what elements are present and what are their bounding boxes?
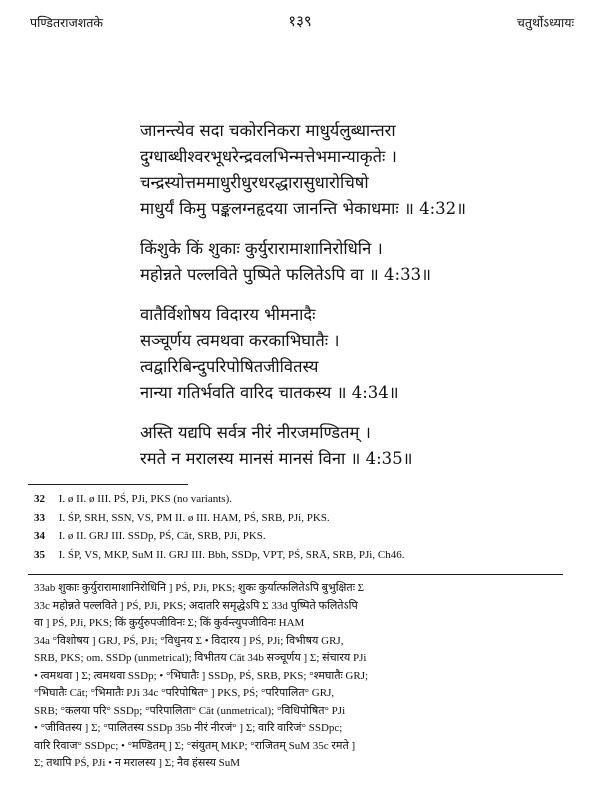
verse-4-35 [140,420,560,472]
verse-line: जानन्त्येव सदा चकोरनिकरा माधुर्यलुब्धान्तरा [140,121,396,140]
apparatus-line: 33ab शुकाः कुर्युरारामाशानिरोधिनि ] PŚ, PJi, PKS; शुकः कुर्यात्फलितेऽपि बुभुक्षितः Σ [34,582,365,594]
note-number: 32 [34,493,45,505]
verse-line: रमते न मरालस्य मानसं मानसं विना ॥ 4:35॥ [140,449,413,468]
note-number: 33 [34,511,45,524]
source-note [34,509,574,528]
source-note [34,546,574,565]
apparatus-line: वा ] PŚ, PJi, PKS; किं कुर्युरुपजीविनः Σ; किं कुर्वन्त्युपजीविनः HAM [34,617,305,629]
verse-line: नान्या गतिर्भवति वारिद चातकस्य ॥ 4:34॥ [140,383,399,402]
apparatus-line: °भिघातैः Cāt; °भिमातैः PJi 34c °परिपोषित° ] PKS, PŚ; °परिपालित° GRJ, [34,687,335,699]
verse-line: दुग्धाब्धीश्वरभूधरेन्द्रवलभिन्मत्तेभमान्याकृतेः । [140,147,397,166]
apparatus-line: SRB; °कलया परि° SSDp; °परिपालिता° Cāt (unmetrical); °विधिपोषित° PJi [34,704,346,717]
running-head-chapter: चतुर्थोऽध्यायः [516,15,574,30]
note-number: 34 [34,530,45,542]
note-text: I. ŚP, VS, MKP, SuM II. GRJ III. Bbh, SSDp, VPT, PŚ, SRĀ, SRB, PJi, Ch46. [58,548,405,561]
verse-line: त्वद्वारिबिन्दुपरिपोषितजीवितस्य [140,357,319,376]
page-number: १३९ [288,12,312,30]
note-text: I. ŚP, SRH, SSN, VS, PM II. ø III. HAM, PŚ, SRB, PJi, PKS. [58,511,330,524]
source-note [34,490,574,509]
note-text: I. ø II. ø III. PŚ, PJi, PKS (no variants). [58,493,232,505]
verse-line: किंशुके किं शुकाः कुर्युरारामाशानिरोधिनि । [140,239,383,258]
verse-line: माधुर्यं किमु पङ्कलग्नहृदया जानन्ति भेकाधमाः ॥ 4:32॥ [140,199,467,218]
apparatus-line: • °जीवितस्य ] Σ; °पालितस्य SSDp 35b नीरं नीरजं° ] Σ; वारि वारिजं° SSDpc; [34,722,343,734]
note-text: I. ø II. GRJ III. SSDp, PŚ, Cāt, SRB, PJi, PKS. [58,530,266,542]
apparatus-line: वारि रिवाज° SSDpc; • °मण्डितम् ] Σ; °संयुतम् MKP; °राजितम् SuM 35c रमते ] [34,739,356,752]
verse-4-32 [140,118,560,222]
critical-apparatus [34,580,579,773]
source-note [34,527,574,546]
verse-block [140,118,560,486]
verse-4-34 [140,302,560,406]
apparatus-line: • त्वमथवा ] Σ; त्वमथवा SSDp; • °भिघातैः ] SSDp, PŚ, SRB, PKS; °श्मघातैः GRJ; [34,669,369,682]
verse-4-33 [140,236,560,288]
notes-divider [28,484,188,485]
verse-line: चन्द्रस्योत्तममाधुरीधुरधरद्धारासुधारोचिषो [140,173,369,192]
verse-line: वातैर्विशोषय विदारय भीमनादैः [140,305,316,324]
apparatus-line: SRB, PKS; om. SSDp (unmetrical); विभीतय Cāt 34b सञ्चूर्णय ] Σ; संचारय PJi [34,652,367,664]
verse-line: महोन्नते पल्लविते पुष्पिते फलितेऽपि वा ॥ 4:33॥ [140,265,431,284]
running-head-title: पण्डितराजशतके [30,15,103,30]
apparatus-line: Σ; तथापि PŚ, PJi • न मरालस्य ] Σ; नैव हंसस्य SuM [34,757,241,769]
verse-line: सञ्चूर्णय त्वमथवा करकाभिघातैः । [140,331,340,350]
verse-line: अस्ति यद्यपि सर्वत्र नीरं नीरजमण्डितम् । [140,423,371,442]
apparatus-divider [28,574,563,575]
apparatus-line: 33c महोन्नते पल्लविते ] PŚ, PJi, PKS; अदातरि समृद्धेऽपि Σ 33d पुष्पिते फलितेऽपि [34,599,358,612]
source-notes [34,490,574,564]
note-number: 35 [34,548,45,561]
apparatus-line: 34a °विशोषय ] GRJ, PŚ, PJi; °विधुनय Σ • विदारय ] PŚ, PJi; विभीषय GRJ, [34,634,344,647]
